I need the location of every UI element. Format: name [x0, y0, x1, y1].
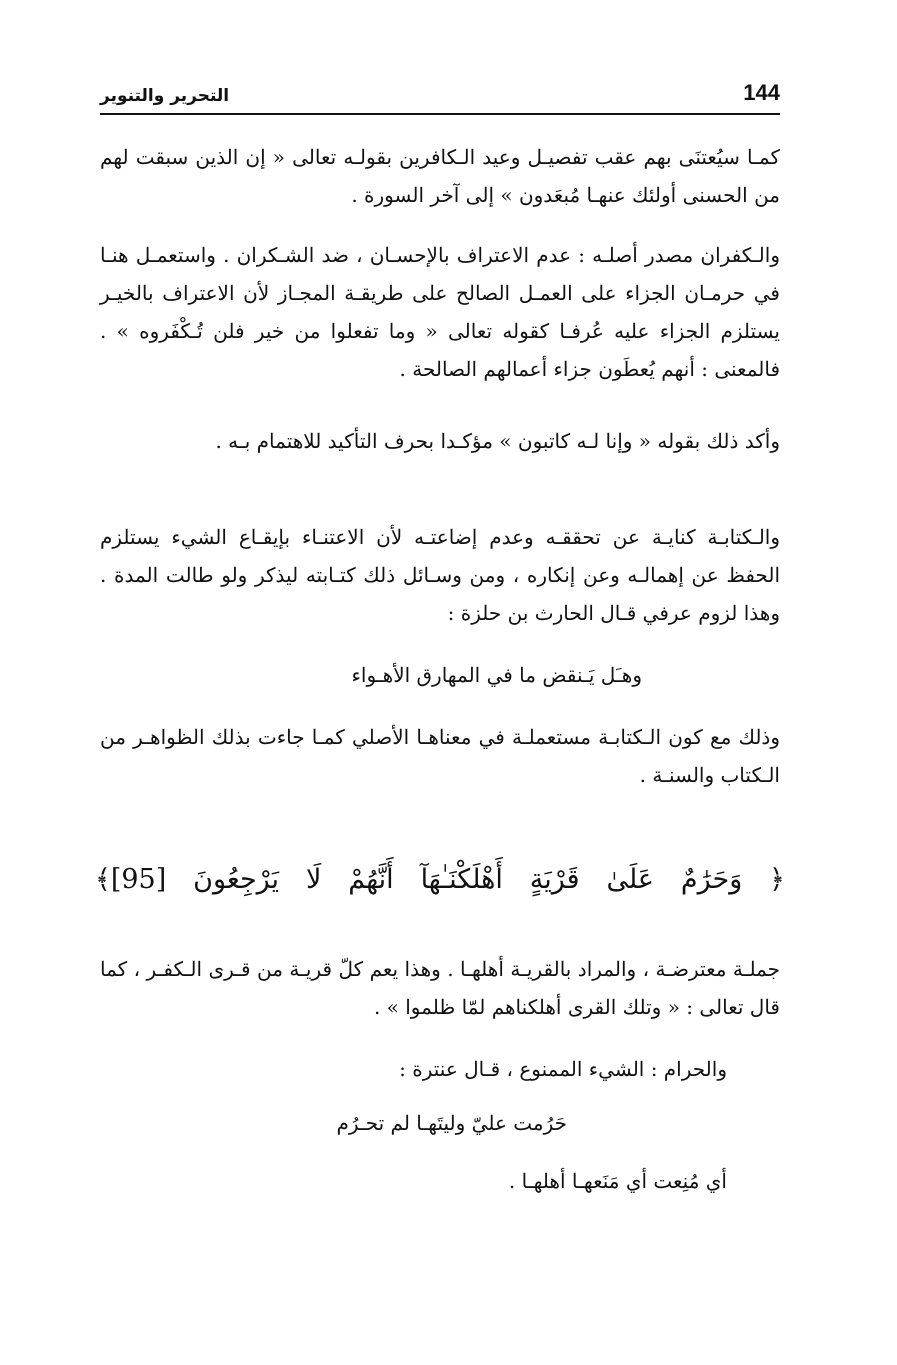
page-header: [100, 80, 780, 112]
paragraph-5: [100, 718, 780, 794]
paragraph-8: أي مُنِعت أي مَنَعهـا أهلهـا .: [508, 1169, 727, 1193]
paragraph-2: [100, 236, 780, 388]
running-title: التحرير والتنوير: [100, 86, 230, 106]
poetry-verse-1: وهـَل يَـنقض ما في المهارق الأهـواء: [351, 663, 642, 687]
paragraph-text: والـكفران مصدر أصلـه : عدم الاعتراف بالإحسـان ، ضد الشـكران . واستعمـل هنـا في حرمـان الجزاء على العمـل الصالح على طريقـة المجـاز لأن الاعتراف بالخيـر يستلزم الجزاء عليه عُرفـا كقوله تعالى « وما تفعلوا من خير فلن تُـكْفَروه » . فالمعنى : أنهم يُعطَون جزاء أعمالهم الصالحة .: [100, 243, 780, 381]
paragraph-text: وأكد ذلك بقوله « وإنا لـه كاتبون » مؤكـدا بحرف التأكيد للاهتمام بـه .: [215, 429, 780, 453]
paragraph-1: [100, 138, 780, 214]
paragraph-4: [100, 518, 780, 632]
paragraph-6: [100, 950, 780, 1026]
paragraph-text: جملـة معترضـة ، والمراد بالقريـة أهلهـا . وهذا يعم كلّ قريـة من قـرى الـكفـر ، كما قال تعالى : « وتلك القرى أهلكناهم لمّا ظلموا » .: [100, 957, 780, 1019]
quran-verse: ﴿ وَحَرَٰمٌ عَلَىٰ قَرْيَةٍ أَهْلَكْنَـٰهَآ أَنَّهُمْ لَا يَرْجِعُونَ [95]﴾: [95, 864, 785, 895]
paragraph-text: كمـا سيُعتنَى بهم عقب تفصيـل وعيد الـكافرين بقولـه تعالى « إن الذين سبقت لهم من الحسنى أولئك عنهـا مُبعَدون » إلى آخر السورة .: [100, 145, 780, 207]
paragraph-7: والحرام : الشيء الممنوع ، قـال عنترة :: [399, 1057, 727, 1081]
paragraph-3: [100, 418, 780, 464]
paragraph-text: وذلك مع كون الـكتابـة مستعملـة في معناهـا الأصلي كمـا جاءت بذلك الظواهـر من الـكتاب والسنـة .: [100, 725, 780, 787]
page-number: 144: [743, 80, 780, 105]
header-rule: [100, 113, 780, 115]
paragraph-text: والـكتابـة كنايـة عن تحققـه وعدم إضاعتـه لأن الاعتنـاء بإيقـاع الشيء يستلزم الحفظ عن إهمالـه وعن إنكاره ، ومن وسـائل ذلك كتـابته ليذكر ولو طالت المدة . وهذا لزوم عرفي قـال الحارث بن حلزة :: [100, 525, 780, 625]
poetry-verse-2: حَرُمت عليّ وليتَهـا لم تحـرُم: [336, 1111, 567, 1135]
